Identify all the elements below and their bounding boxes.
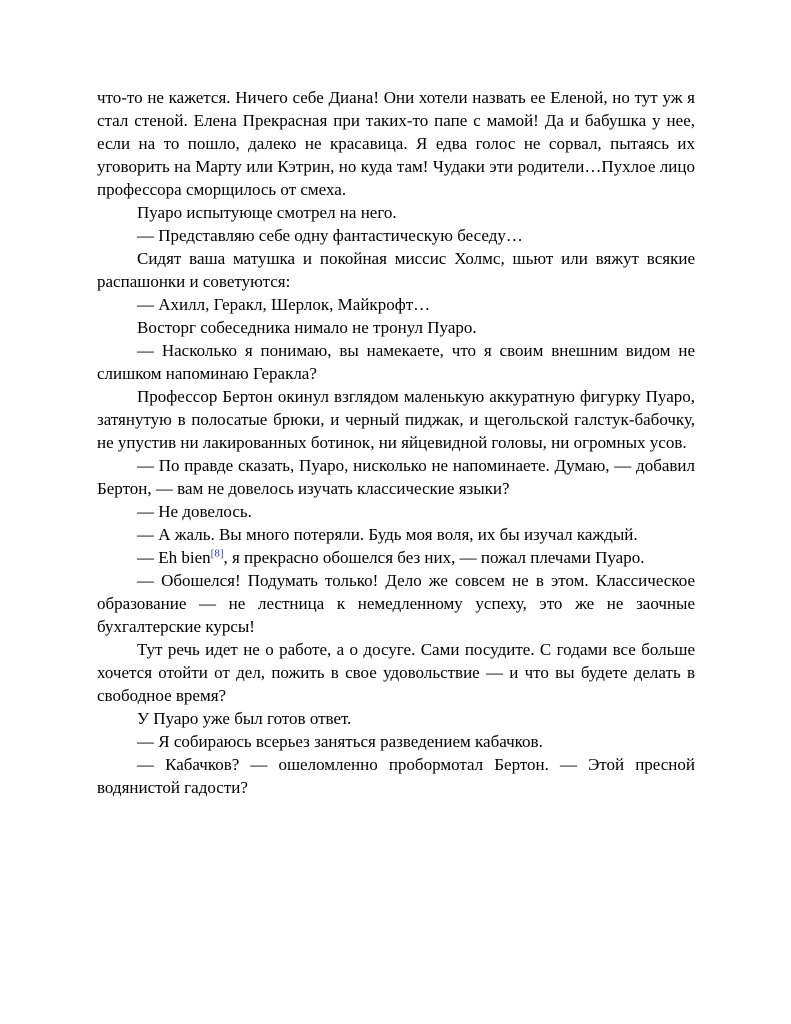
paragraph: что-то не кажется. Ничего себе Диана! Они хотели назвать ее Еленой, но тут уж я стал стеной. Елена Прекрасная при таких-то папе с мамой! Да и бабушка у нее, если на то пошло, далеко не красавица. Я едва голос не сорвал, пытаясь их уговорить на Марту или Кэтрин, но куда там! Чудаки эти родители…Пухлое лицо профессора сморщилось от смеха.	[97, 88, 695, 199]
paragraph: Восторг собеседника нимало не тронул Пуаро.	[137, 318, 477, 337]
paragraph	[97, 546, 695, 569]
paragraph: — Не довелось.	[137, 502, 252, 521]
footnote-sup	[211, 547, 224, 559]
paragraph: — Кабачков? — ошеломленно пробормотал Бертон. — Этой пресной водянистой гадости?	[97, 755, 695, 797]
paragraph: — Я собираюсь всерьез заняться разведением кабачков.	[137, 732, 543, 751]
paragraph: — Насколько я понимаю, вы намекаете, что я своим внешним видом не слишком напоминаю Геракла?	[97, 341, 695, 383]
paragraph: — Ахилл, Геракл, Шерлок, Майкрофт…	[137, 295, 431, 314]
paragraph: — А жаль. Вы много потеряли. Будь моя воля, их бы изучал каждый.	[137, 525, 638, 544]
paragraph: — Обошелся! Подумать только! Дело же совсем не в этом. Классическое образование — не лестница к немедленному успеху, это же не заочные бухгалтерские курсы!	[97, 571, 695, 636]
paragraph: У Пуаро уже был готов ответ.	[137, 709, 352, 728]
footnote-link[interactable]: [8]	[210, 547, 224, 560]
paragraph-text: , я прекрасно обошелся без них, — пожал плечами Пуаро.	[223, 548, 645, 567]
paragraph: Пуаро испытующе смотрел на него.	[137, 203, 397, 222]
paragraph: Профессор Бертон окинул взглядом маленькую аккуратную фигурку Пуаро, затянутую в полосатые брюки, и черный пиджак, и щегольской галстук-бабочку, не упустив ни лакированных ботинок, ни яйцевидной головы, ни огромных усов.	[97, 387, 695, 452]
paragraph: — Представляю себе одну фантастическую беседу…	[137, 226, 523, 245]
paragraph: — По правде сказать, Пуаро, нисколько не напоминаете. Думаю, — добавил Бертон, — вам не довелось изучать классические языки?	[97, 456, 695, 498]
text-block	[97, 86, 695, 799]
paragraph: Тут речь идет не о работе, а о досуге. Сами посудите. С годами все больше хочется отойти от дел, пожить в свое удовольствие — и что вы будете делать в свободное время?	[97, 640, 695, 705]
paragraph-text: — Eh bien	[137, 548, 211, 567]
paragraph: Сидят ваша матушка и покойная миссис Холмс, шьют или вяжут всякие распашонки и советуются:	[97, 249, 695, 291]
